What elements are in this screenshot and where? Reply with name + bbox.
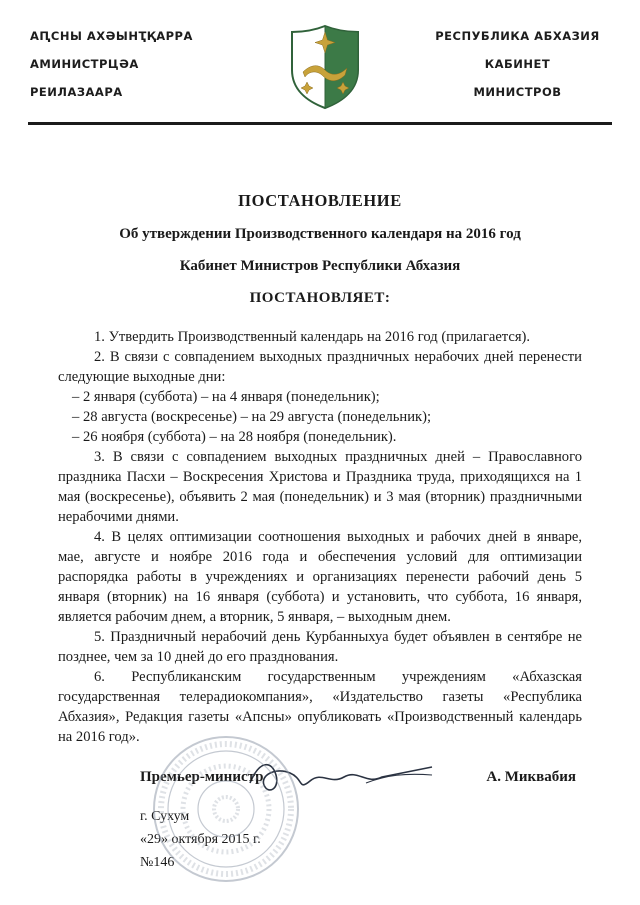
signature-name: А. Миквабия xyxy=(486,769,576,785)
transfer-item-2: – 28 августа (воскресенье) – на 29 августа (понедельник); xyxy=(72,409,432,425)
paragraph-4: 4. В целях оптимизации соотношения выходных и рабочих дней в январе, мае, августе и ноябре 2016 года и обеспечения условий для оптимизации распорядка работы в учреждениях и организациях перенести рабочий день 5 января (вторник) на 16 января (суббота) и установить, что суббота, 16 января, является рабочим днем, а вторник, 5 января, – выходным днем. xyxy=(58,529,582,625)
letterhead xyxy=(0,0,640,115)
letterhead-left-line-3: РЕИЛАЗААРА xyxy=(30,85,123,99)
letterhead-right xyxy=(425,22,610,106)
letterhead-left xyxy=(30,22,225,106)
paragraph-1: 1. Утвердить Производственный календарь на 2016 год (прилагается). xyxy=(94,329,531,345)
issuer-line: Кабинет Министров Республики Абхазия xyxy=(179,258,461,274)
resolution-word: ПОСТАНОВЛЯЕТ: xyxy=(249,290,391,306)
paragraph-5: 5. Праздничный нерабочий день Курбанныхуа будет объявлен в сентябре не позднее, чем за 10 дней до его празднования. xyxy=(58,629,582,665)
signature-role: Премьер-министр xyxy=(140,769,264,785)
letterhead-left-line-1: АԤСНЫ АХӘЫНҬҚАРРА xyxy=(30,29,193,43)
letterhead-left-line-2: АМИНИСТРЦӘА xyxy=(30,57,139,71)
paragraph-6: 6. Республиканским государственным учреждениям «Абхазская государственная телерадиокомпания», «Издательство газеты «Республика Абхазия», Редакция газеты «Апсны» опубликовать «Производственный календарь на 2016 год». xyxy=(58,669,582,745)
letterhead-right-line-2: КАБИНЕТ xyxy=(484,57,551,71)
letterhead-divider xyxy=(28,122,612,125)
footer xyxy=(140,805,640,874)
signature-block xyxy=(58,763,582,793)
footer-number: №146 xyxy=(140,855,175,870)
letterhead-right-line-3: МИНИСТРОВ xyxy=(473,85,562,99)
paragraph-3: 3. В связи с совпадением выходных праздничных дней – Православного праздника Пасхи – Воскресения Христова и Праздника труда, приходящихся на 1 мая (воскресенье), объявить 2 мая (понедельник) и 3 мая (вторник) праздничными нерабочими днями. xyxy=(58,449,582,525)
doc-title: ПОСТАНОВЛЕНИЕ xyxy=(238,191,402,210)
body-text xyxy=(0,327,640,747)
footer-date: «29» октября 2015 г. xyxy=(140,832,261,847)
letterhead-right-line-1: РЕСПУБЛИКА АБХАЗИЯ xyxy=(435,29,600,43)
doc-subject: Об утверждении Производственного календаря на 2016 год xyxy=(119,226,521,242)
transfer-item-3: – 26 ноября (суббота) – на 28 ноября (понедельник). xyxy=(72,429,397,445)
footer-city: г. Сухум xyxy=(140,809,190,824)
document-content xyxy=(0,191,640,874)
paragraph-2: 2. В связи с совпадением выходных праздничных нерабочих дней перенести следующие выходные дни: xyxy=(58,349,582,385)
handwritten-signature xyxy=(246,751,436,801)
transfer-item-1: – 2 января (суббота) – на 4 января (понедельник); xyxy=(72,389,380,405)
coat-of-arms-icon xyxy=(289,24,361,115)
